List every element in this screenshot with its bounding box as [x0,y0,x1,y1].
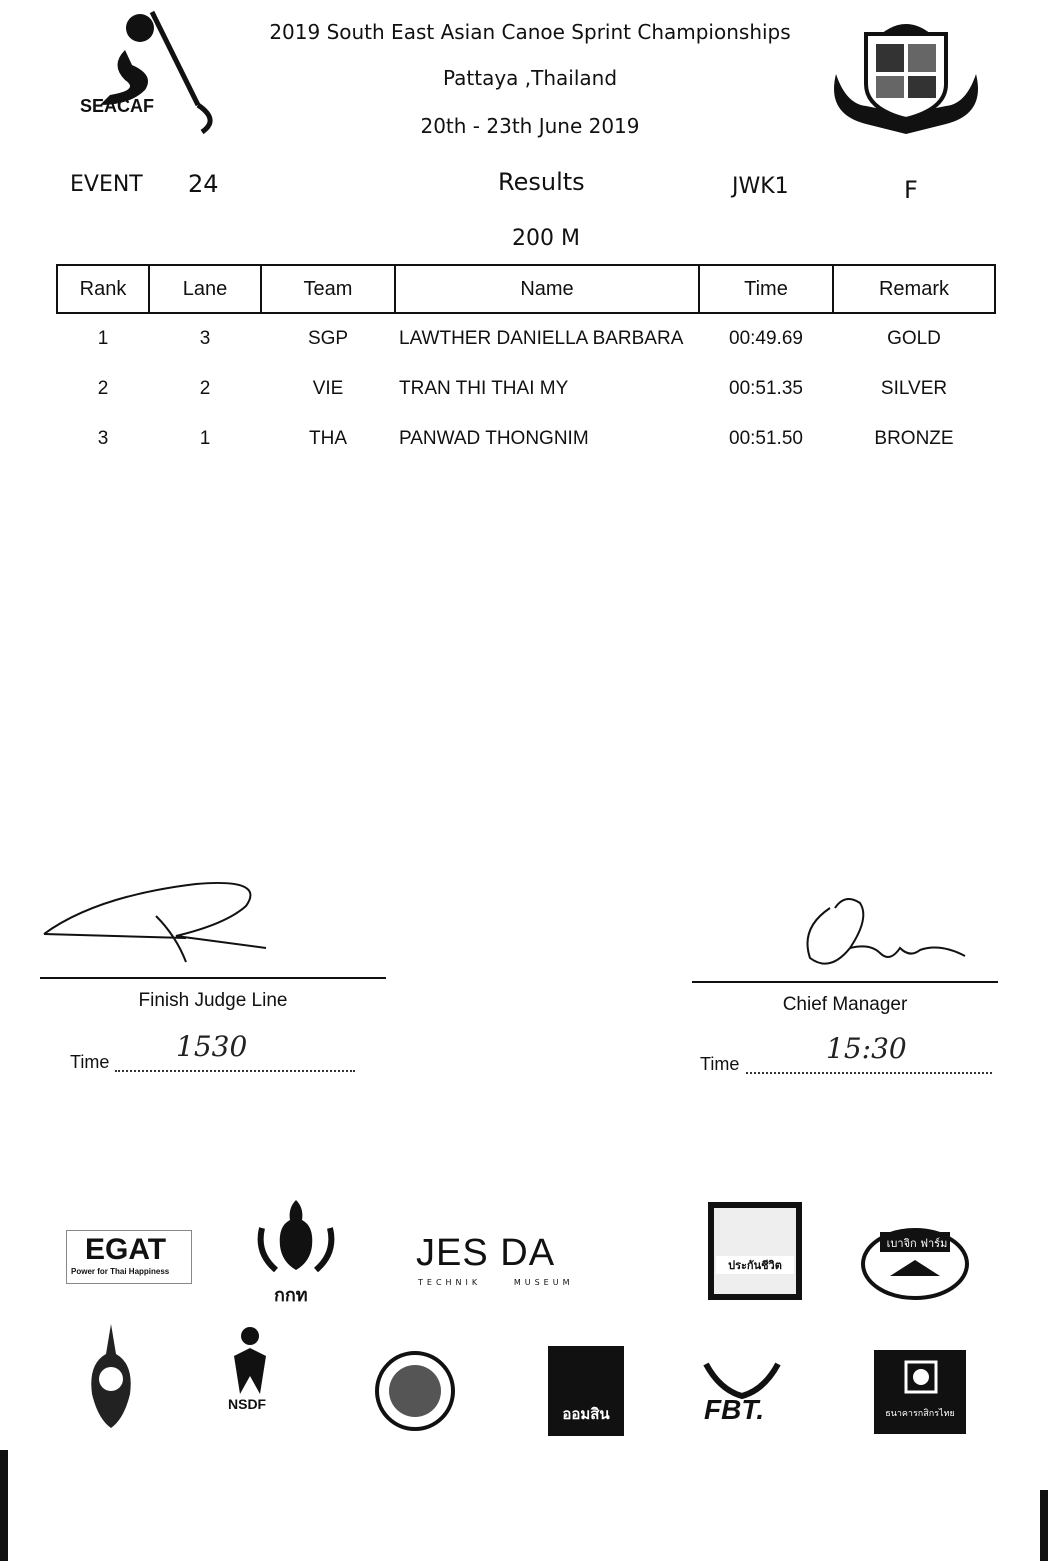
gsb-logo: ออมสิน [548,1346,624,1436]
time-cell: 00:51.35 [729,378,803,399]
left-time-label: Time [70,1052,110,1072]
right-handwritten-time: 15:30 [826,1032,907,1065]
crest-icon [826,14,986,140]
col-name: Name [395,265,699,313]
championship-title: 2019 South East Asian Canoe Sprint Championships [269,20,791,44]
col-team: Team [261,265,395,313]
insurance-logo: ประกันชีวิต [708,1202,802,1300]
kkt-logo: กกท [256,1198,336,1304]
team-cell: SGP [307,328,349,349]
finish-judge-line [40,977,386,979]
remark-cell: GOLD [887,328,941,349]
torch-figure-icon [214,1326,286,1396]
jesada-logo: JES DA TECHNIK MUSEUM [416,1232,574,1287]
remark-cell: BRONZE [874,428,954,449]
farm-logo: เบาจิก ฟาร์ม [860,1216,970,1306]
chief-manager-signature [790,888,980,978]
name-cell: PANWAD THONGNIM [399,428,589,449]
table-row [57,364,995,414]
col-rank: Rank [57,265,149,313]
seacaf-logo [70,10,230,135]
tourism-seal [374,1350,456,1432]
event-distance: 200 M [512,226,580,251]
rank-cell: 2 [97,378,109,399]
time-cell: 00:49.69 [729,328,803,349]
navy-anchor-icon [84,1324,138,1428]
table-row [57,313,995,364]
remark-cell: SILVER [880,378,948,399]
seacaf-label: SEACAF [80,96,155,116]
table-row [57,414,995,464]
event-category: JWK1 [732,174,789,199]
team-cell: THA [309,428,347,449]
left-handwritten-time: 1530 [176,1030,248,1063]
right-time-label: Time [700,1054,740,1074]
name-cell: LAWTHER DANIELLA BARBARA [399,328,684,349]
nsdf-logo: NSDF [214,1326,286,1432]
elephant-emblem-icon [256,1198,336,1282]
fbt-logo: FBT. [700,1360,784,1432]
rank-cell: 3 [97,428,109,449]
association-crest [826,14,986,140]
kbank-icon [904,1360,938,1394]
farm-oval-icon [860,1216,970,1306]
lane-cell: 3 [199,328,211,349]
chief-manager-line [692,981,998,983]
name-cell: TRAN THI THAI MY [399,378,569,399]
egat-logo: EGAT Power for Thai Happiness [66,1230,192,1284]
rank-cell: 1 [97,328,109,349]
col-remark: Remark [833,265,995,313]
table-header-row [57,265,995,313]
scan-edge-left [0,1450,8,1561]
scan-edge-right [1040,1490,1048,1561]
finish-judge-label: Finish Judge Line [138,990,288,1011]
results-heading: Results [498,168,585,196]
time-cell: 00:51.50 [729,428,803,449]
location: Pattaya ,Thailand [442,66,618,90]
event-round: F [904,176,918,204]
event-label: EVENT [70,172,143,197]
finish-judge-signature [36,876,276,966]
right-time-dotted-line [746,1072,992,1074]
event-number: 24 [188,170,219,198]
col-time: Time [699,265,833,313]
team-cell: VIE [312,378,344,399]
kbank-logo: ธนาคารกสิกรไทย [874,1350,966,1434]
results-table [56,264,996,464]
lane-cell: 2 [199,378,211,399]
navy-emblem [84,1324,138,1428]
event-dates: 20th - 23th June 2019 [420,114,640,138]
col-lane: Lane [149,265,261,313]
lane-cell: 1 [199,428,211,449]
round-seal-icon [374,1350,456,1432]
chief-manager-label: Chief Manager [782,994,908,1015]
left-time-dotted-line [115,1070,355,1072]
